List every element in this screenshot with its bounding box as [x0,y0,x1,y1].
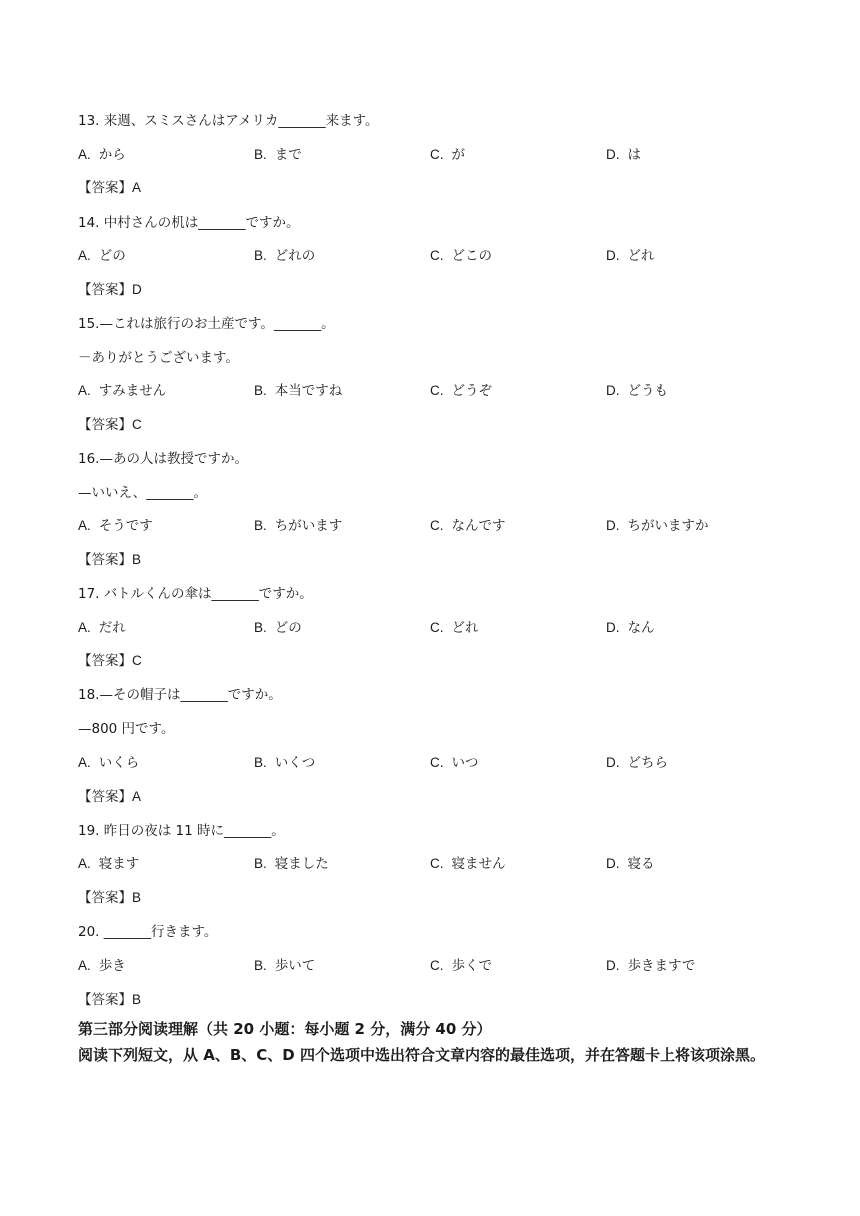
option-a: A. そうです [78,518,153,534]
option-c: C. が [430,147,465,163]
option-d: D. なん [606,620,655,636]
option-b: B. いくつ [254,755,316,771]
option-d: D. ちがいますか [606,518,709,534]
option-a: A. いくら [78,755,140,771]
option-a: A. だれ [78,620,126,636]
option-b: B. どの [254,620,302,636]
question-16-options [78,516,798,536]
question-18-stem: 18.—その帽子は_______ですか。 [78,687,282,703]
question-16-stem: 16.—あの人は教授ですか。 [78,451,248,467]
answer-18: 【答案】A [78,789,142,805]
option-d: D. どうも [606,383,668,399]
section-instruction: 阅读下列短文，从 A、B、C、D 四个选项中选出符合文章内容的最佳选项，并在答题卡上将该项涂黑。 [78,1046,765,1064]
option-d: D. は [606,147,641,163]
option-c: C. 寝ません [430,856,506,872]
option-c: C. 歩くで [430,958,492,974]
option-a: A. から [78,147,126,163]
option-b: B. まで [254,147,302,163]
question-15-stem-reply: －ありがとうございます。 [78,350,239,366]
option-d: D. どれ [606,248,655,264]
option-a: A. どの [78,248,126,264]
question-13-stem: 13. 来週、スミスさんはアメリカ_______来ます。 [78,113,379,129]
option-d: D. 寝る [606,856,655,872]
question-13-options [78,145,798,165]
answer-14: 【答案】D [78,282,142,298]
question-14-options [78,246,798,266]
question-17-stem: 17. バトルくんの傘は_______ですか。 [78,586,313,602]
option-c: C. いつ [430,755,479,771]
question-17-options [78,618,798,638]
option-d: D. 歩きますで [606,958,696,974]
answer-20: 【答案】B [78,992,142,1008]
question-18-stem-reply: —800 円です。 [78,721,175,737]
option-c: C. どうぞ [430,383,492,399]
answer-13: 【答案】A [78,180,142,196]
option-b: B. 歩いて [254,958,316,974]
option-a: A. 寝ます [78,856,140,872]
question-16-stem-reply: —いいえ、_______。 [78,485,208,501]
option-c: C. なんです [430,518,506,534]
option-c: C. どこの [430,248,492,264]
question-19-stem: 19. 昨日の夜は 11 時に_______。 [78,823,285,839]
question-14-stem: 14. 中村さんの机は_______ですか。 [78,215,300,231]
section-title: 第三部分阅读理解（共 20 小题：每小题 2 分，满分 40 分） [78,1020,492,1038]
question-18-options [78,753,798,773]
question-20-stem: 20. _______行きます。 [78,924,218,940]
option-b: B. ちがいます [254,518,343,534]
question-15-options [78,381,798,401]
option-b: B. どれの [254,248,316,264]
question-19-options [78,854,798,874]
option-a: A. すみません [78,383,167,399]
option-b: B. 本当ですね [254,383,343,399]
option-d: D. どちら [606,755,668,771]
option-c: C. どれ [430,620,479,636]
answer-15: 【答案】C [78,417,142,433]
option-b: B. 寝ました [254,856,329,872]
option-a: A. 歩き [78,958,126,974]
question-20-options [78,956,798,976]
answer-16: 【答案】B [78,552,142,568]
question-15-stem: 15.—これは旅行のお土産です。_______。 [78,316,335,332]
answer-17: 【答案】C [78,653,142,669]
answer-19: 【答案】B [78,890,142,906]
